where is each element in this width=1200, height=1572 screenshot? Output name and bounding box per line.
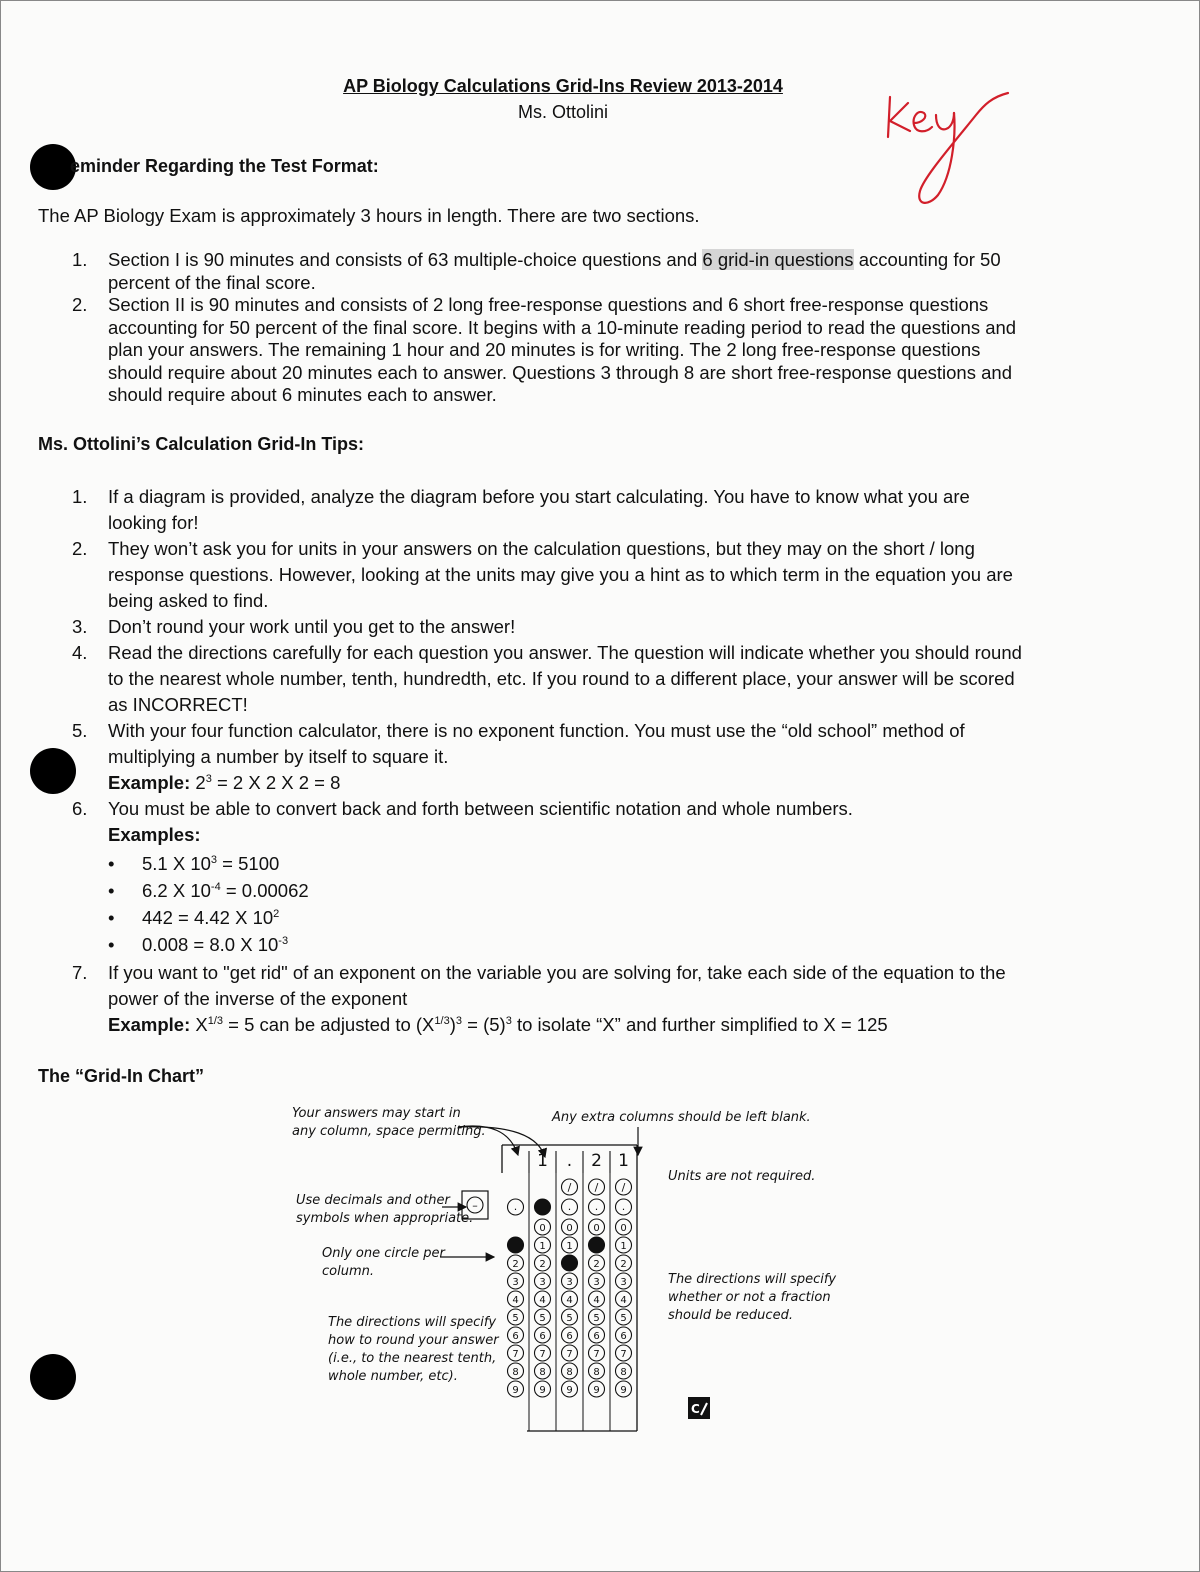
- exponent: 3: [210, 853, 218, 866]
- exponent: 3: [455, 1014, 462, 1027]
- digit-label: 9: [512, 1385, 519, 1396]
- digit-label: 5: [566, 1313, 573, 1324]
- example-text: 2: [190, 772, 206, 793]
- note-circle-line2: column.: [322, 1264, 374, 1279]
- exponent: 1/3: [207, 1014, 224, 1027]
- format-text: plan your answers. The remaining 1 hour and 20 minutes is for writing. The 2 long free-response questions: [108, 339, 981, 360]
- digit-label: 7: [620, 1349, 627, 1360]
- digit-label: 7: [566, 1349, 573, 1360]
- answer-character: 1: [618, 1151, 629, 1171]
- list-item: [72, 294, 1016, 407]
- example-text: 442 = 4.42 X 10: [142, 907, 274, 928]
- svg-text:C: C: [691, 1402, 700, 1416]
- digit-label: 5: [593, 1313, 600, 1324]
- tip-text: If a diagram is provided, analyze the diagram before you start calculating. You have to know what you are: [108, 486, 970, 507]
- example-label: Example:: [108, 1014, 191, 1035]
- digit-label: 4: [539, 1295, 546, 1306]
- list-number: 7.: [72, 962, 88, 983]
- tip-text: With your four function calculator, there is no exponent function. You must use the “old school” method of: [108, 720, 965, 741]
- digit-label: 0: [566, 1223, 573, 1234]
- digit-label: 6: [539, 1331, 546, 1342]
- note-start-line1: Your answers may start in: [292, 1106, 461, 1121]
- tip-text: power of the inverse of the exponent: [108, 988, 408, 1009]
- list-item: [72, 960, 1006, 1038]
- punch-hole-middle: [30, 748, 76, 794]
- decimal-sign: .: [594, 1200, 599, 1213]
- list-number: 1.: [72, 486, 88, 507]
- note-fraction-line3: should be reduced.: [668, 1308, 793, 1323]
- list-item: [72, 796, 1022, 848]
- decimal-sign: .: [567, 1200, 572, 1213]
- list-item: [72, 718, 1022, 796]
- format-text: percent of the final score.: [108, 271, 316, 293]
- tip-text: multiplying a number by itself to square it.: [108, 746, 449, 767]
- digit-label: 1: [620, 1241, 627, 1252]
- format-text: Section II is 90 minutes and consists of 2 long free-response questions and 6 short free-response questions: [108, 294, 989, 315]
- note-decimals-line1: Use decimals and other: [296, 1193, 450, 1208]
- digit-label: 3: [566, 1277, 573, 1288]
- tip-text: response questions. However, looking at the units may give you a hint as to which term in the equation you are: [108, 564, 1013, 585]
- answer-character: 1: [537, 1151, 548, 1171]
- digit-label: 5: [512, 1313, 519, 1324]
- digit-label: 5: [620, 1313, 627, 1324]
- digit-bubble: [508, 1237, 524, 1253]
- note-start-line2: any column, space permiting.: [292, 1124, 486, 1139]
- tip-text: being asked to find.: [108, 590, 269, 611]
- calculator-icon: [688, 1397, 710, 1419]
- example-label: Example:: [108, 772, 191, 793]
- digit-label: 4: [512, 1295, 519, 1306]
- grid-chart-heading: The “Grid-In Chart”: [38, 1066, 204, 1086]
- tip-example: [108, 770, 1022, 796]
- example-text: to isolate “X” and further simplified to X = 125: [511, 1014, 888, 1035]
- digit-label: 3: [512, 1277, 519, 1288]
- exponent: 3: [505, 1014, 512, 1027]
- tip-text: They won’t ask you for units in your answers on the calculation questions, but they may on the short / long: [108, 538, 975, 559]
- format-text: accounting for 50 percent of the final score. It begins with a 10-minute reading period to read the questions and: [108, 316, 1017, 338]
- exponent: 3: [205, 772, 212, 785]
- slash-sign: /: [567, 1181, 572, 1194]
- list-item: [72, 484, 1022, 536]
- digit-label: 8: [539, 1367, 546, 1378]
- list-number: 4.: [72, 642, 88, 663]
- digit-label: 7: [593, 1349, 600, 1360]
- list-item: [72, 249, 1016, 294]
- digit-label: 2: [512, 1259, 519, 1270]
- example-text: 5.1 X 10: [142, 853, 211, 874]
- digit-label: 4: [620, 1295, 627, 1306]
- example-text: 6.2 X 10: [142, 880, 211, 901]
- digit-label: 3: [539, 1277, 546, 1288]
- digit-label: 7: [539, 1349, 546, 1360]
- digit-label: 0: [593, 1223, 600, 1234]
- digit-label: 1: [539, 1241, 546, 1252]
- note-round-line3: (i.e., to the nearest tenth,: [328, 1351, 497, 1366]
- example-text: = 2 X 2 X 2 = 8: [211, 772, 341, 793]
- example-text: ): [449, 1014, 456, 1035]
- tip-text: If you want to "get rid" of an exponent on the variable you are solving for, take each side of the equation to the: [108, 962, 1006, 983]
- note-fraction-line1: The directions will specify: [668, 1272, 837, 1287]
- reminder-heading: eminder Regarding the Test Format:: [70, 156, 379, 176]
- digit-label: 7: [512, 1349, 519, 1360]
- exponent: 2: [273, 907, 280, 920]
- note-fraction-line2: whether or not a fraction: [668, 1290, 831, 1305]
- digit-label: 6: [620, 1331, 627, 1342]
- digit-label: 6: [512, 1331, 519, 1342]
- decimal-sign: .: [513, 1200, 518, 1213]
- note-decimals-line2: symbols when appropriate.: [296, 1211, 474, 1226]
- grid-in-chart: [280, 1095, 860, 1440]
- examples-list: [72, 850, 309, 958]
- list-number: 2.: [72, 294, 88, 315]
- examples-label: Examples:: [108, 824, 201, 845]
- format-text: should require about 20 minutes each to answer. Questions 3 through 8 are short free-response questions and: [108, 361, 1012, 383]
- digit-label: 9: [593, 1385, 600, 1396]
- punch-hole-bottom: [30, 1354, 76, 1400]
- tip-text: looking for!: [108, 512, 199, 533]
- tip-text: You must be able to convert back and forth between scientific notation and whole numbers.: [108, 798, 853, 819]
- list-number: 5.: [72, 720, 88, 741]
- digit-label: 9: [566, 1385, 573, 1396]
- example-text: 0.008 = 8.0 X 10: [142, 934, 279, 955]
- digit-label: 1: [566, 1241, 573, 1252]
- page-title: AP Biology Calculations Grid-Ins Review 2013-2014: [343, 76, 783, 96]
- teacher-name: Ms. Ottolini: [517, 102, 609, 122]
- list-number: 3.: [72, 616, 88, 637]
- decimal-sign: .: [621, 1200, 626, 1213]
- answer-character: .: [566, 1151, 573, 1171]
- tip-text: as INCORRECT!: [108, 694, 248, 715]
- digit-label: 6: [566, 1331, 573, 1342]
- answer-character: 2: [591, 1151, 602, 1171]
- list-item: [72, 850, 309, 877]
- digit-label: 8: [512, 1367, 519, 1378]
- example-text: = (5): [462, 1014, 506, 1035]
- tips-heading: Ms. Ottolini’s Calculation Grid-In Tips:: [38, 434, 365, 454]
- digit-bubble: [589, 1237, 605, 1253]
- note-units: Units are not required.: [668, 1169, 816, 1184]
- slash-sign: /: [594, 1181, 599, 1194]
- note-circle-line1: Only one circle per: [322, 1246, 445, 1261]
- digit-label: 2: [593, 1259, 600, 1270]
- digit-label: 0: [620, 1223, 627, 1234]
- digit-bubble: [562, 1255, 578, 1271]
- digit-label: 2: [620, 1259, 627, 1270]
- highlighted-text: 6 grid-in questions: [702, 249, 854, 270]
- note-round-line1: The directions will specify: [328, 1315, 497, 1330]
- digit-label: 4: [593, 1295, 600, 1306]
- list-item: [72, 614, 1022, 640]
- exponent: -3: [278, 934, 289, 947]
- tip-example: [108, 1012, 1006, 1038]
- tips-list-continued: [72, 960, 1006, 1038]
- tip-text: Read the directions carefully for each question you answer. The question will indicate whether you should round: [108, 642, 1022, 663]
- list-number: 1.: [72, 249, 88, 270]
- digit-label: 9: [539, 1385, 546, 1396]
- example-text: = 5 can be adjusted to (X: [223, 1014, 435, 1035]
- minus-sign: –: [472, 1199, 478, 1212]
- exponent: 1/3: [434, 1014, 450, 1027]
- digit-label: 4: [566, 1295, 573, 1306]
- note-round-line4: whole number, etc).: [328, 1369, 458, 1384]
- format-text: accounting for 50: [853, 249, 1001, 270]
- list-item: [72, 536, 1022, 614]
- digit-label: 8: [620, 1367, 627, 1378]
- tip-text: Don’t round your work until you get to the answer!: [108, 616, 516, 637]
- digit-label: 6: [593, 1331, 600, 1342]
- note-round-line2: how to round your answer: [328, 1333, 499, 1348]
- digit-label: 8: [593, 1367, 600, 1378]
- list-item: [72, 904, 309, 931]
- digit-label: 5: [539, 1313, 546, 1324]
- digit-label: 3: [620, 1277, 627, 1288]
- list-item: [72, 931, 309, 958]
- decimal-bubble: [535, 1199, 551, 1215]
- format-text: Section I is 90 minutes and consists of 63 multiple-choice questions and: [108, 249, 703, 270]
- digit-label: 0: [539, 1223, 546, 1234]
- digit-label: 9: [620, 1385, 627, 1396]
- note-extra-columns: Any extra columns should be left blank.: [552, 1110, 811, 1125]
- digit-label: 2: [539, 1259, 546, 1270]
- grid-table: [462, 1145, 637, 1431]
- format-text: should require about 6 minutes each to answer.: [108, 384, 497, 405]
- format-list: [72, 249, 1016, 407]
- slash-sign: /: [621, 1181, 626, 1194]
- example-text: = 5100: [217, 853, 280, 874]
- digit-label: 8: [566, 1367, 573, 1378]
- exponent: -4: [210, 880, 221, 893]
- example-text: X: [190, 1014, 208, 1035]
- list-number: 2.: [72, 538, 88, 559]
- example-text: = 0.00062: [220, 880, 309, 901]
- tips-list: [72, 484, 1022, 848]
- list-number: 6.: [72, 798, 88, 819]
- digit-label: 3: [593, 1277, 600, 1288]
- reminder-intro: The AP Biology Exam is approximately 3 hours in length. There are two sections.: [38, 205, 700, 226]
- list-item: [72, 877, 309, 904]
- list-item: [72, 640, 1022, 718]
- tip-text: to the nearest whole number, tenth, hundredth, etc. If you round to a different place, your answer will be scored: [108, 668, 1015, 689]
